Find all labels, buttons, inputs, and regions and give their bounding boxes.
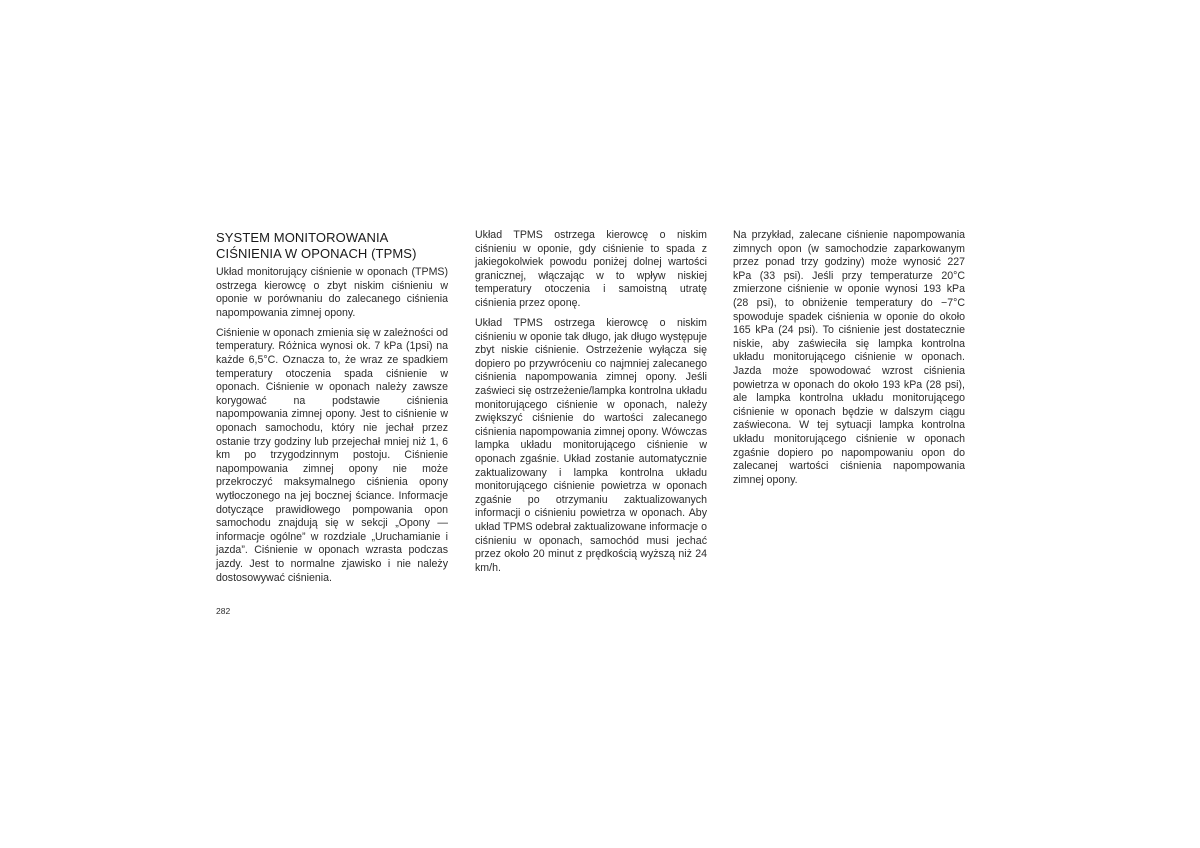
section-heading-line-1: SYSTEM MONITOROWANIA bbox=[216, 230, 389, 245]
column-1 bbox=[216, 230, 448, 592]
page-number: 282 bbox=[216, 606, 231, 616]
paragraph: Układ monitorujący ciśnienie w oponach (TPMS) ostrzega kierowcę o zbyt niskim ciśnieniu w oponie w porównaniu do zalecanego ciśnienia napompowania zimnej opony. bbox=[216, 266, 448, 319]
paragraph: Na przykład, zalecane ciśnienie napompowania zimnych opon (w samochodzie zaparkowanym przez ponad trzy godziny) może wynosić 227 kPa (33 psi). Jeśli przy temperaturze 20°C zmierzone ciśnienie w oponie wynosi 193 kPa (28 psi), to obniżenie temperatury do −7°C spowoduje spadek ciśnienia w oponie do około 165 kPa (24 psi). To ciśnienie jest dostatecznie niskie, aby zaświeciła się lampka kontrolna układu monitorującego ciśnienie w oponach. Jazda może spowodować wzrost ciśnienia powietrza w oponach do około 193 kPa (28 psi), ale lampka kontrolna układu monitorującego ciśnienie w oponach będzie w dalszym ciągu zaświecona. W tej sytuacji lampka kontrolna układu monitorującego ciśnienie w oponach zgaśnie dopiero po napompowaniu opon do zalecanej wartości ciśnienia napompowania zimnej opony. bbox=[733, 229, 965, 486]
paragraph: Ciśnienie w oponach zmienia się w zależności od temperatury. Różnica wynosi ok. 7 kPa (1psi) na każde 6,5°C. Oznacza to, że wraz ze spadkiem temperatury otoczenia spada ciśnienie w oponach. Ciśnienie w oponach należy zawsze korygować na podstawie ciśnienia napompowania zimnej opony. Jest to ciśnienie w oponach samochodu, który nie jechał przez ostanie trzy godziny lub przejechał mniej niż 1, 6 km po trzygodzinnym postoju. Ciśnienie napompowania zimnej opony nie może przekroczyć maksymalnego ciśnienia opony wytłoczonego na jej bocznej ściance. Informacje dotyczące prawidłowego pompowania opon samochodu znajdują się w sekcji „Opony — informacje ogólne” w rozdziale „Uruchamianie i jazda”. Ciśnienie w oponach wzrasta podczas jazdy. Jest to normalne zjawisko i nie należy dostosowywać ciśnienia. bbox=[216, 326, 448, 584]
section-heading-line-2: CIŚNIENIA W OPONACH (TPMS) bbox=[216, 245, 417, 261]
paragraph: Układ TPMS ostrzega kierowcę o niskim ciśnieniu w oponie, gdy ciśnienie to spada z jakiegokolwiek powodu poniżej dolnej wartości granicznej, włączając w to wpływ niskiej temperatury otoczenia i samoistną utratę ciśnienia przez oponę. bbox=[475, 229, 707, 309]
column-2 bbox=[475, 229, 707, 582]
paragraph: Układ TPMS ostrzega kierowcę o niskim ciśnieniu w oponie tak długo, jak długo występuje zbyt niskie ciśnienie. Ostrzeżenie wyłącza się dopiero po przywróceniu co najmniej zalecanego ciśnienia napompowania zimnej opony. Jeśli zaświeci się ostrzeżenie/lampka kontrolna układu monitorującego ciśnienie w oponach, należy zwiększyć ciśnienie do wartości zalecanego ciśnienia napompowania zimnej opony. Wówczas lampka układu monitorującego ciśnienie w oponach zgaśnie. Układ zostanie automatycznie zaktualizowany i lampka kontrolna układu monitorującego ciśnienie powietrza w oponach zgaśnie po otrzymaniu zaktualizowanych informacji o ciśnieniu powietrza w oponach. Aby układ TPMS odebrał zaktualizowane informacje o ciśnieniu w oponach, samochód musi jechać przez około 20 minut z prędkością wyższą niż 24 km/h. bbox=[475, 317, 707, 574]
column-3 bbox=[733, 229, 965, 494]
section-heading bbox=[216, 230, 448, 261]
